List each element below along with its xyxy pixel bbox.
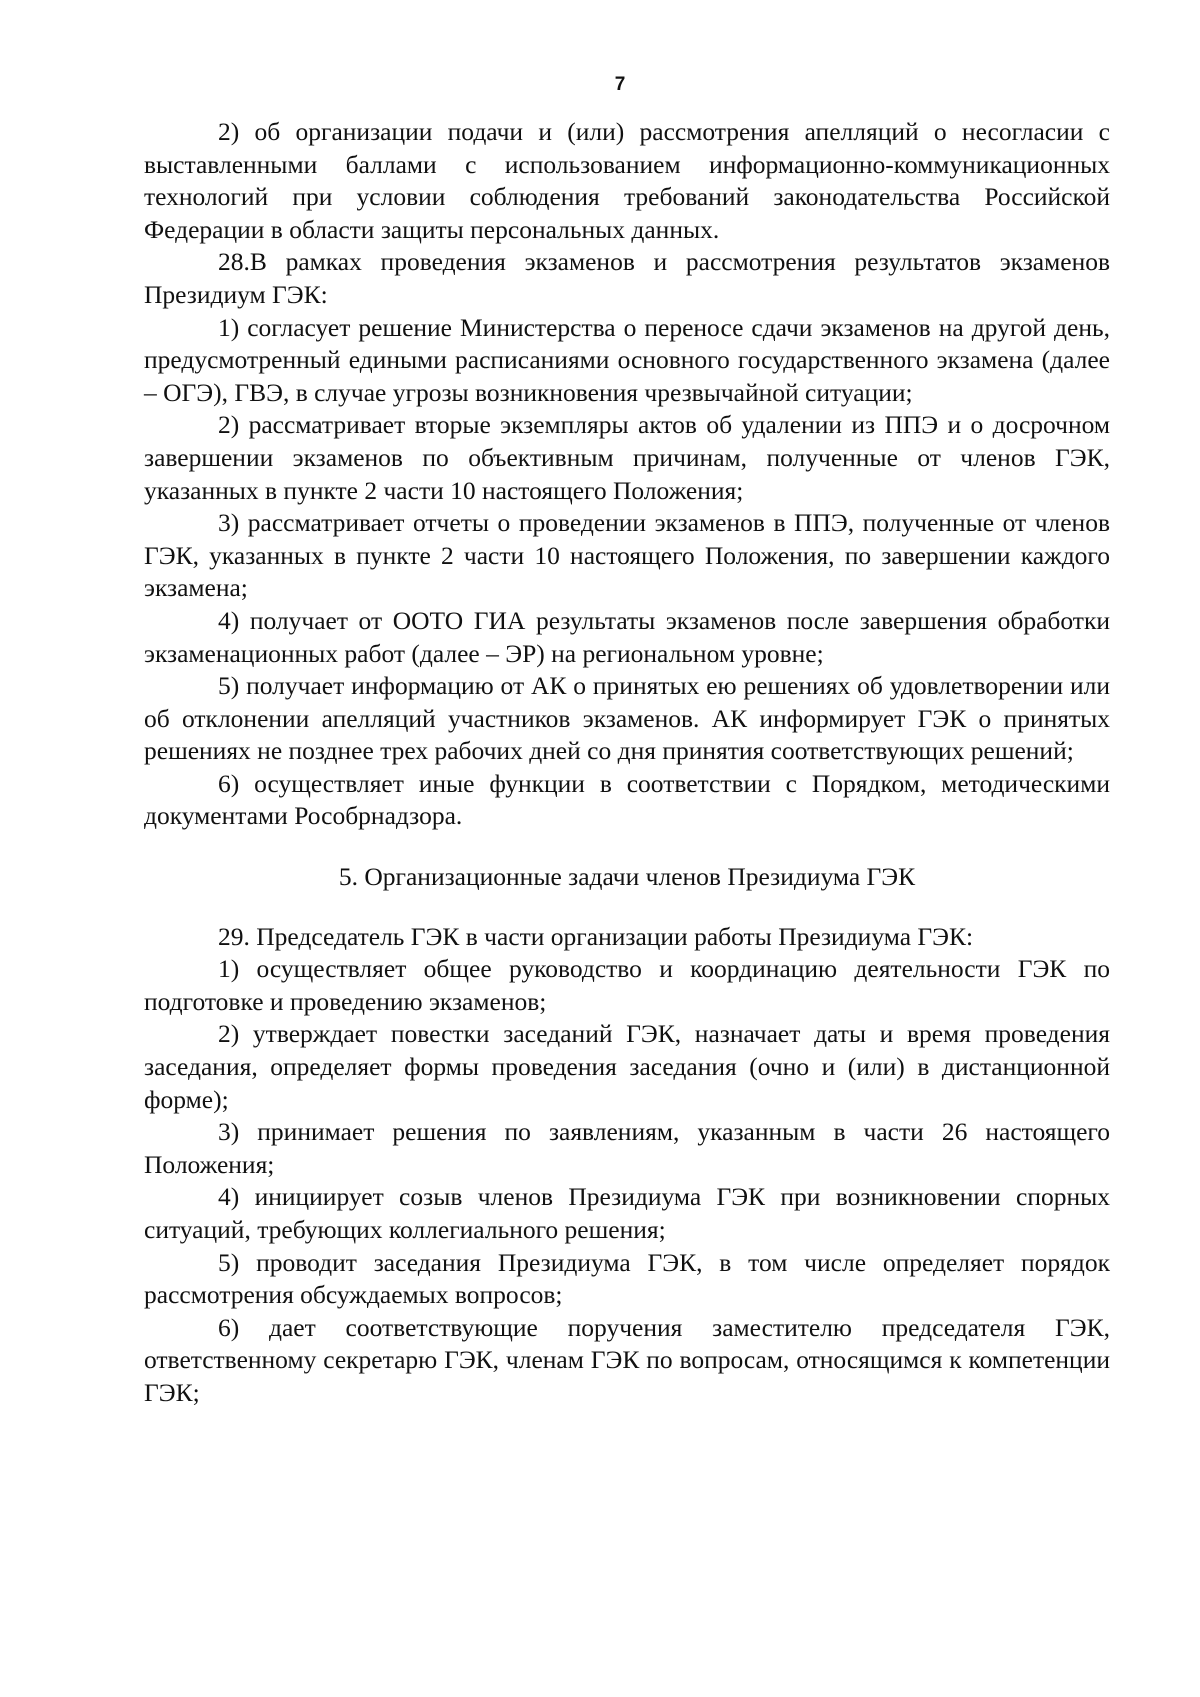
paragraph-29-item-2: 2) утверждает повестки заседаний ГЭК, назначает даты и время проведения заседания, определяет формы проведения заседания (очно и (или) в дистанционной форме);: [144, 1019, 1110, 1114]
paragraph-28-item-6: 6) осуществляет иные функции в соответствии с Порядком, методическими документами Рособрнадзора.: [144, 768, 1110, 831]
paragraph-appeals-ict: 2) об организации подачи и (или) рассмотрения апелляций о несогласии с выставленными баллами с использованием информационно-коммуникационных технологий при условии соблюдения требований законодательства Российской Федерации в области защиты персональных данных.: [144, 117, 1110, 244]
paragraph-28-item-2: 2) рассматривает вторые экземпляры актов об удалении из ППЭ и о досрочном завершении экзаменов по объективным причинам, полученные от членов ГЭК, указанных в пункте 2 части 10 настоящего Положения;: [144, 410, 1110, 505]
paragraph-28-item-5: 5) получает информацию от АК о принятых ею решениях об удовлетворении или об отклонении апелляций участников экзаменов. АК информирует ГЭК о принятых решениях не позднее трех рабочих дней со дня принятия соответствующих решений;: [144, 671, 1110, 766]
paragraph-29-item-4: 4) инициирует созыв членов Президиума ГЭК при возникновении спорных ситуаций, требующих коллегиального решения;: [144, 1182, 1110, 1244]
paragraph-29-item-5: 5) проводит заседания Президиума ГЭК, в том числе определяет порядок рассмотрения обсуждаемых вопросов;: [144, 1247, 1110, 1310]
paragraph-29-item-6: 6) дает соответствующие поручения заместителю председателя ГЭК, ответственному секретарю ГЭК, членам ГЭК по вопросам, относящимся к компетенции ГЭК;: [144, 1312, 1110, 1407]
paragraph-29-item-3: 3) принимает решения по заявлениям, указанным в части 26 настоящего Положения;: [144, 1117, 1110, 1179]
section-heading: 5. Организационные задачи членов Президиума ГЭК: [338, 862, 916, 892]
paragraph-29-item-1: 1) осуществляет общее руководство и координацию деятельности ГЭК по подготовке и проведению экзаменов;: [144, 954, 1110, 1016]
page-number: 7: [614, 74, 626, 95]
document-body: [144, 116, 1110, 1410]
paragraph-28-item-4: 4) получает от ООТО ГИА результаты экзаменов после завершения обработки экзаменационных работ (далее – ЭР) на региональном уровне;: [144, 605, 1110, 668]
paragraph-28-item-1: 1) согласует решение Министерства о переносе сдачи экзаменов на другой день, предусмотренный едиными расписаниями основного государственного экзамена (далее – ОГЭ), ГВЭ, в случае угрозы возникновения чрезвычайной ситуации;: [144, 312, 1110, 407]
paragraph-29-intro: 29. Председатель ГЭК в части организации работы Президиума ГЭК:: [218, 921, 974, 951]
paragraph-28-item-3: 3) рассматривает отчеты о проведении экзаменов в ППЭ, полученные от членов ГЭК, указанных в пункте 2 части 10 настоящего Положения, по завершении каждого экзамена;: [144, 508, 1110, 603]
paragraph-28-intro: 28.В рамках проведения экзаменов и рассмотрения результатов экзаменов Президиум ГЭК:: [144, 247, 1110, 309]
